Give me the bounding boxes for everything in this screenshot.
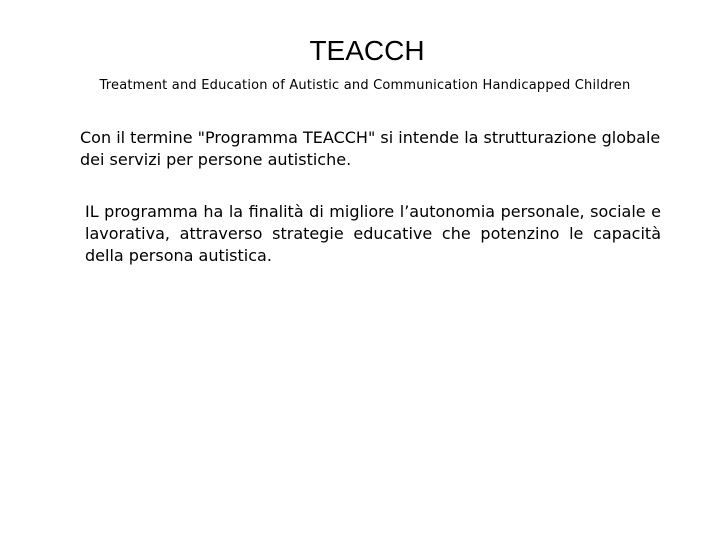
slide-subtitle: Treatment and Education of Autistic and Communication Handicapped Children (99, 78, 631, 93)
paragraph-purpose: IL programma ha la finalità di migliore l’autonomia personale, sociale e lavorativa, attraverso strategie educative che potenzino le capacità della persona autistica. (85, 202, 661, 265)
slide-title: TEACCH (309, 35, 425, 66)
paragraph-definition: Con il termine "Programma TEACCH" si intende la strutturazione globale dei servizi per persone autistiche. (80, 128, 661, 169)
